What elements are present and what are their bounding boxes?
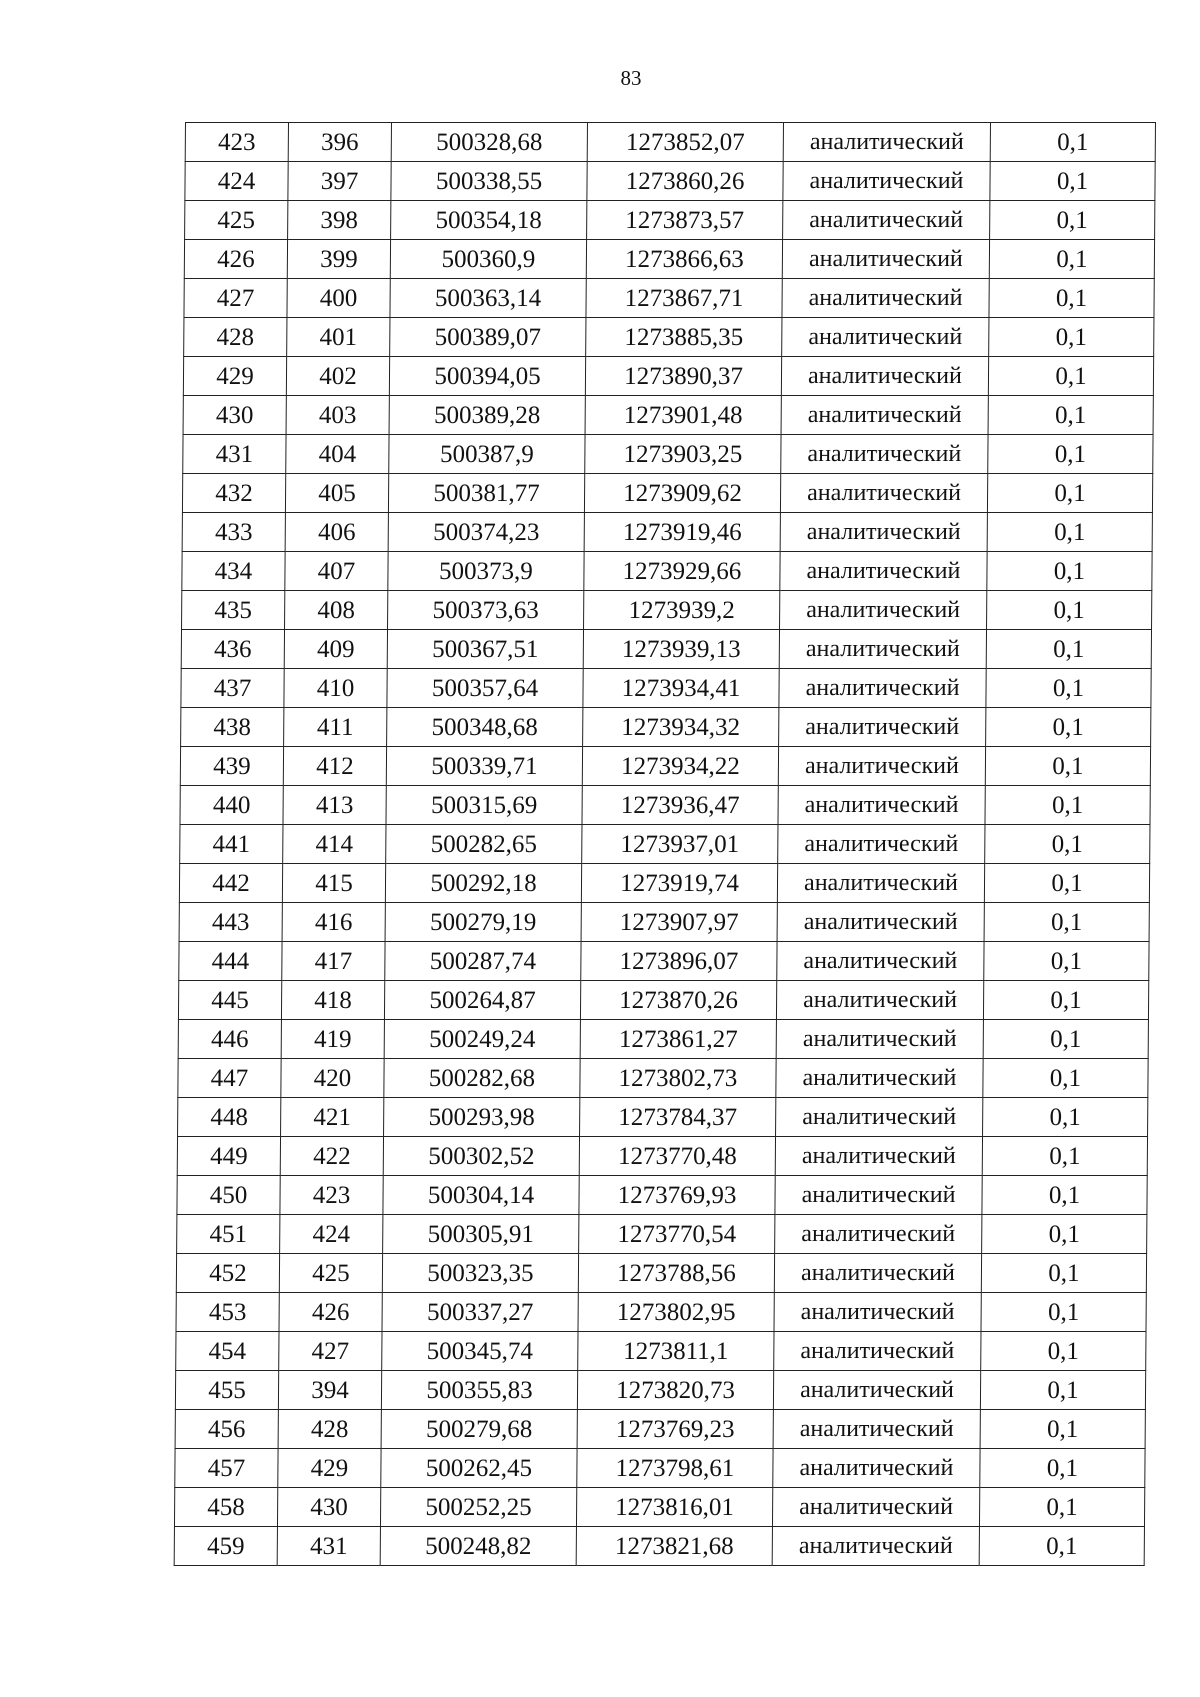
method-cell: аналитический <box>781 396 988 435</box>
table-row <box>176 1332 1146 1371</box>
y-coordinate-cell: 1273867,71 <box>586 279 782 318</box>
y-coordinate-cell: 1273821,68 <box>576 1527 772 1566</box>
x-coordinate-cell: 500282,65 <box>386 825 582 864</box>
accuracy-cell: 0,1 <box>987 513 1152 552</box>
table-row <box>175 1449 1145 1488</box>
table-row <box>182 513 1152 552</box>
x-coordinate-cell: 500305,91 <box>383 1215 579 1254</box>
vertex-number-cell: 402 <box>286 357 389 396</box>
table-row <box>180 825 1150 864</box>
y-coordinate-cell: 1273861,27 <box>580 1020 776 1059</box>
accuracy-cell: 0,1 <box>980 1410 1145 1449</box>
table-row <box>181 630 1151 669</box>
y-coordinate-cell: 1273784,37 <box>580 1098 776 1137</box>
vertex-number-cell: 422 <box>280 1137 383 1176</box>
point-number-cell: 429 <box>183 357 286 396</box>
point-number-cell: 442 <box>179 864 282 903</box>
method-cell: аналитический <box>779 708 986 747</box>
point-number-cell: 433 <box>182 513 285 552</box>
method-cell: аналитический <box>782 240 989 279</box>
accuracy-cell: 0,1 <box>983 1098 1148 1137</box>
x-coordinate-cell: 500355,83 <box>381 1371 577 1410</box>
y-coordinate-cell: 1273860,26 <box>587 162 783 201</box>
vertex-number-cell: 403 <box>286 396 389 435</box>
accuracy-cell: 0,1 <box>984 864 1149 903</box>
y-coordinate-cell: 1273816,01 <box>576 1488 772 1527</box>
x-coordinate-cell: 500338,55 <box>391 162 587 201</box>
table-row <box>174 1527 1144 1566</box>
point-number-cell: 445 <box>178 981 281 1020</box>
x-coordinate-cell: 500373,63 <box>388 591 584 630</box>
table-row <box>183 396 1153 435</box>
accuracy-cell: 0,1 <box>979 1527 1144 1566</box>
table-row <box>179 942 1149 981</box>
point-number-cell: 439 <box>180 747 283 786</box>
point-number-cell: 454 <box>176 1332 279 1371</box>
vertex-number-cell: 413 <box>283 786 386 825</box>
table-row <box>174 1488 1144 1527</box>
point-number-cell: 455 <box>175 1371 278 1410</box>
y-coordinate-cell: 1273770,54 <box>579 1215 775 1254</box>
accuracy-cell: 0,1 <box>989 279 1154 318</box>
table-row <box>183 357 1153 396</box>
x-coordinate-cell: 500315,69 <box>386 786 582 825</box>
page-number: 83 <box>620 66 642 90</box>
accuracy-cell: 0,1 <box>987 474 1152 513</box>
vertex-number-cell: 420 <box>281 1059 384 1098</box>
table-row <box>182 552 1152 591</box>
accuracy-cell: 0,1 <box>986 708 1151 747</box>
y-coordinate-cell: 1273788,56 <box>578 1254 774 1293</box>
method-cell: аналитический <box>776 981 983 1020</box>
y-coordinate-cell: 1273798,61 <box>577 1449 773 1488</box>
point-number-cell: 450 <box>177 1176 280 1215</box>
accuracy-cell: 0,1 <box>982 1137 1147 1176</box>
point-number-cell: 448 <box>178 1098 281 1137</box>
point-number-cell: 428 <box>184 318 287 357</box>
vertex-number-cell: 427 <box>279 1332 382 1371</box>
vertex-number-cell: 401 <box>287 318 390 357</box>
table-row <box>176 1293 1146 1332</box>
table-row <box>180 786 1150 825</box>
vertex-number-cell: 428 <box>278 1410 381 1449</box>
point-number-cell: 423 <box>185 123 288 162</box>
x-coordinate-cell: 500249,24 <box>384 1020 580 1059</box>
x-coordinate-cell: 500252,25 <box>380 1488 576 1527</box>
x-coordinate-cell: 500264,87 <box>384 981 580 1020</box>
point-number-cell: 441 <box>180 825 283 864</box>
table-row <box>175 1410 1145 1449</box>
x-coordinate-cell: 500357,64 <box>387 669 583 708</box>
table-row <box>181 708 1151 747</box>
accuracy-cell: 0,1 <box>980 1449 1145 1488</box>
table-row <box>177 1137 1147 1176</box>
table-row <box>177 1215 1147 1254</box>
table-row <box>185 162 1155 201</box>
y-coordinate-cell: 1273852,07 <box>587 123 783 162</box>
accuracy-cell: 0,1 <box>990 201 1155 240</box>
method-cell: аналитический <box>776 1059 983 1098</box>
y-coordinate-cell: 1273919,74 <box>581 864 777 903</box>
method-cell: аналитический <box>775 1137 982 1176</box>
vertex-number-cell: 411 <box>284 708 387 747</box>
point-number-cell: 436 <box>181 630 284 669</box>
table-row <box>184 240 1154 279</box>
y-coordinate-cell: 1273903,25 <box>585 435 781 474</box>
x-coordinate-cell: 500363,14 <box>390 279 586 318</box>
method-cell: аналитический <box>773 1371 980 1410</box>
table-row <box>175 1371 1145 1410</box>
y-coordinate-cell: 1273937,01 <box>582 825 778 864</box>
point-number-cell: 437 <box>181 669 284 708</box>
accuracy-cell: 0,1 <box>987 552 1152 591</box>
accuracy-cell: 0,1 <box>982 1176 1147 1215</box>
accuracy-cell: 0,1 <box>981 1254 1146 1293</box>
method-cell: аналитический <box>777 903 984 942</box>
x-coordinate-cell: 500389,07 <box>390 318 586 357</box>
vertex-number-cell: 394 <box>278 1371 381 1410</box>
y-coordinate-cell: 1273896,07 <box>581 942 777 981</box>
method-cell: аналитический <box>774 1332 981 1371</box>
vertex-number-cell: 431 <box>277 1527 380 1566</box>
vertex-number-cell: 429 <box>278 1449 381 1488</box>
vertex-number-cell: 409 <box>284 630 387 669</box>
x-coordinate-cell: 500279,19 <box>385 903 581 942</box>
point-number-cell: 457 <box>175 1449 278 1488</box>
y-coordinate-cell: 1273870,26 <box>580 981 776 1020</box>
x-coordinate-cell: 500360,9 <box>390 240 586 279</box>
y-coordinate-cell: 1273873,57 <box>587 201 783 240</box>
y-coordinate-cell: 1273802,73 <box>580 1059 776 1098</box>
point-number-cell: 444 <box>179 942 282 981</box>
x-coordinate-cell: 500374,23 <box>388 513 584 552</box>
vertex-number-cell: 412 <box>283 747 386 786</box>
accuracy-cell: 0,1 <box>988 435 1153 474</box>
accuracy-cell: 0,1 <box>989 240 1154 279</box>
point-number-cell: 427 <box>184 279 287 318</box>
accuracy-cell: 0,1 <box>981 1332 1146 1371</box>
method-cell: аналитический <box>772 1527 979 1566</box>
y-coordinate-cell: 1273802,95 <box>578 1293 774 1332</box>
method-cell: аналитический <box>783 201 990 240</box>
x-coordinate-cell: 500389,28 <box>389 396 585 435</box>
method-cell: аналитический <box>781 435 988 474</box>
method-cell: аналитический <box>783 162 990 201</box>
point-number-cell: 431 <box>183 435 286 474</box>
method-cell: аналитический <box>779 630 986 669</box>
point-number-cell: 447 <box>178 1059 281 1098</box>
vertex-number-cell: 404 <box>286 435 389 474</box>
point-number-cell: 430 <box>183 396 286 435</box>
vertex-number-cell: 423 <box>280 1176 383 1215</box>
accuracy-cell: 0,1 <box>983 981 1148 1020</box>
table-row <box>177 1176 1147 1215</box>
method-cell: аналитический <box>780 513 987 552</box>
accuracy-cell: 0,1 <box>986 669 1151 708</box>
vertex-number-cell: 430 <box>277 1488 380 1527</box>
vertex-number-cell: 410 <box>284 669 387 708</box>
vertex-number-cell: 426 <box>279 1293 382 1332</box>
accuracy-cell: 0,1 <box>987 591 1152 630</box>
table-row <box>178 1020 1148 1059</box>
method-cell: аналитический <box>778 786 985 825</box>
y-coordinate-cell: 1273919,46 <box>584 513 780 552</box>
x-coordinate-cell: 500348,68 <box>387 708 583 747</box>
y-coordinate-cell: 1273769,93 <box>579 1176 775 1215</box>
y-coordinate-cell: 1273936,47 <box>582 786 778 825</box>
x-coordinate-cell: 500381,77 <box>388 474 584 513</box>
vertex-number-cell: 415 <box>282 864 385 903</box>
vertex-number-cell: 417 <box>282 942 385 981</box>
method-cell: аналитический <box>774 1254 981 1293</box>
table-row <box>176 1254 1146 1293</box>
accuracy-cell: 0,1 <box>979 1488 1144 1527</box>
x-coordinate-cell: 500292,18 <box>385 864 581 903</box>
point-number-cell: 440 <box>180 786 283 825</box>
point-number-cell: 453 <box>176 1293 279 1332</box>
method-cell: аналитический <box>772 1488 979 1527</box>
y-coordinate-cell: 1273866,63 <box>586 240 782 279</box>
point-number-cell: 434 <box>182 552 285 591</box>
table-body <box>174 123 1155 1566</box>
point-number-cell: 424 <box>185 162 288 201</box>
y-coordinate-cell: 1273901,48 <box>585 396 781 435</box>
accuracy-cell: 0,1 <box>985 786 1150 825</box>
x-coordinate-cell: 500394,05 <box>389 357 585 396</box>
method-cell: аналитический <box>778 747 985 786</box>
x-coordinate-cell: 500282,68 <box>384 1059 580 1098</box>
y-coordinate-cell: 1273929,66 <box>584 552 780 591</box>
y-coordinate-cell: 1273811,1 <box>578 1332 774 1371</box>
method-cell: аналитический <box>774 1293 981 1332</box>
method-cell: аналитический <box>775 1176 982 1215</box>
vertex-number-cell: 416 <box>282 903 385 942</box>
accuracy-cell: 0,1 <box>988 357 1153 396</box>
x-coordinate-cell: 500287,74 <box>385 942 581 981</box>
method-cell: аналитический <box>775 1215 982 1254</box>
point-number-cell: 426 <box>184 240 287 279</box>
table-row <box>181 669 1151 708</box>
accuracy-cell: 0,1 <box>983 1059 1148 1098</box>
method-cell: аналитический <box>780 474 987 513</box>
method-cell: аналитический <box>779 669 986 708</box>
table-row <box>178 1059 1148 1098</box>
method-cell: аналитический <box>780 591 987 630</box>
point-number-cell: 449 <box>177 1137 280 1176</box>
method-cell: аналитический <box>778 825 985 864</box>
vertex-number-cell: 399 <box>287 240 390 279</box>
x-coordinate-cell: 500373,9 <box>388 552 584 591</box>
vertex-number-cell: 407 <box>285 552 388 591</box>
y-coordinate-cell: 1273770,48 <box>579 1137 775 1176</box>
coordinates-table-container <box>174 122 1155 1566</box>
x-coordinate-cell: 500248,82 <box>380 1527 576 1566</box>
x-coordinate-cell: 500339,71 <box>386 747 582 786</box>
x-coordinate-cell: 500387,9 <box>389 435 585 474</box>
method-cell: аналитический <box>773 1410 980 1449</box>
vertex-number-cell: 397 <box>288 162 391 201</box>
y-coordinate-cell: 1273939,13 <box>583 630 779 669</box>
vertex-number-cell: 419 <box>281 1020 384 1059</box>
table-row <box>185 201 1155 240</box>
accuracy-cell: 0,1 <box>990 123 1155 162</box>
table-row <box>185 123 1155 162</box>
method-cell: аналитический <box>783 123 990 162</box>
y-coordinate-cell: 1273939,2 <box>584 591 780 630</box>
vertex-number-cell: 396 <box>288 123 391 162</box>
vertex-number-cell: 421 <box>281 1098 384 1137</box>
x-coordinate-cell: 500328,68 <box>391 123 587 162</box>
point-number-cell: 452 <box>176 1254 279 1293</box>
y-coordinate-cell: 1273890,37 <box>585 357 781 396</box>
method-cell: аналитический <box>782 318 989 357</box>
vertex-number-cell: 418 <box>281 981 384 1020</box>
method-cell: аналитический <box>773 1449 980 1488</box>
point-number-cell: 435 <box>182 591 285 630</box>
point-number-cell: 425 <box>185 201 288 240</box>
accuracy-cell: 0,1 <box>985 747 1150 786</box>
vertex-number-cell: 425 <box>279 1254 382 1293</box>
vertex-number-cell: 400 <box>287 279 390 318</box>
vertex-number-cell: 398 <box>288 201 391 240</box>
table-row <box>179 903 1149 942</box>
vertex-number-cell: 408 <box>285 591 388 630</box>
point-number-cell: 458 <box>174 1488 277 1527</box>
accuracy-cell: 0,1 <box>984 903 1149 942</box>
x-coordinate-cell: 500367,51 <box>387 630 583 669</box>
x-coordinate-cell: 500262,45 <box>381 1449 577 1488</box>
accuracy-cell: 0,1 <box>980 1371 1145 1410</box>
method-cell: аналитический <box>780 552 987 591</box>
method-cell: аналитический <box>777 864 984 903</box>
table-row <box>180 747 1150 786</box>
x-coordinate-cell: 500293,98 <box>384 1098 580 1137</box>
accuracy-cell: 0,1 <box>981 1293 1146 1332</box>
point-number-cell: 446 <box>178 1020 281 1059</box>
point-number-cell: 459 <box>174 1527 277 1566</box>
table-row <box>182 474 1152 513</box>
table-row <box>183 435 1153 474</box>
vertex-number-cell: 405 <box>285 474 388 513</box>
vertex-number-cell: 424 <box>280 1215 383 1254</box>
accuracy-cell: 0,1 <box>989 318 1154 357</box>
table-row <box>182 591 1152 630</box>
accuracy-cell: 0,1 <box>983 1020 1148 1059</box>
y-coordinate-cell: 1273907,97 <box>581 903 777 942</box>
table-row <box>184 318 1154 357</box>
table-row <box>179 864 1149 903</box>
x-coordinate-cell: 500304,14 <box>383 1176 579 1215</box>
accuracy-cell: 0,1 <box>984 942 1149 981</box>
point-number-cell: 456 <box>175 1410 278 1449</box>
method-cell: аналитический <box>776 1098 983 1137</box>
point-number-cell: 432 <box>182 474 285 513</box>
point-number-cell: 451 <box>177 1215 280 1254</box>
accuracy-cell: 0,1 <box>985 825 1150 864</box>
x-coordinate-cell: 500345,74 <box>382 1332 578 1371</box>
table-row <box>178 1098 1148 1137</box>
accuracy-cell: 0,1 <box>982 1215 1147 1254</box>
x-coordinate-cell: 500302,52 <box>383 1137 579 1176</box>
x-coordinate-cell: 500354,18 <box>391 201 587 240</box>
y-coordinate-cell: 1273885,35 <box>586 318 782 357</box>
point-number-cell: 443 <box>179 903 282 942</box>
y-coordinate-cell: 1273934,41 <box>583 669 779 708</box>
y-coordinate-cell: 1273909,62 <box>584 474 780 513</box>
x-coordinate-cell: 500279,68 <box>381 1410 577 1449</box>
y-coordinate-cell: 1273820,73 <box>577 1371 773 1410</box>
accuracy-cell: 0,1 <box>986 630 1151 669</box>
method-cell: аналитический <box>776 1020 983 1059</box>
accuracy-cell: 0,1 <box>988 396 1153 435</box>
x-coordinate-cell: 500337,27 <box>382 1293 578 1332</box>
y-coordinate-cell: 1273934,22 <box>582 747 778 786</box>
point-number-cell: 438 <box>181 708 284 747</box>
method-cell: аналитический <box>777 942 984 981</box>
accuracy-cell: 0,1 <box>990 162 1155 201</box>
coordinates-table <box>174 122 1156 1566</box>
vertex-number-cell: 414 <box>283 825 386 864</box>
table-row <box>184 279 1154 318</box>
method-cell: аналитический <box>782 279 989 318</box>
x-coordinate-cell: 500323,35 <box>382 1254 578 1293</box>
y-coordinate-cell: 1273769,23 <box>577 1410 773 1449</box>
y-coordinate-cell: 1273934,32 <box>583 708 779 747</box>
method-cell: аналитический <box>781 357 988 396</box>
vertex-number-cell: 406 <box>285 513 388 552</box>
table-row <box>178 981 1148 1020</box>
